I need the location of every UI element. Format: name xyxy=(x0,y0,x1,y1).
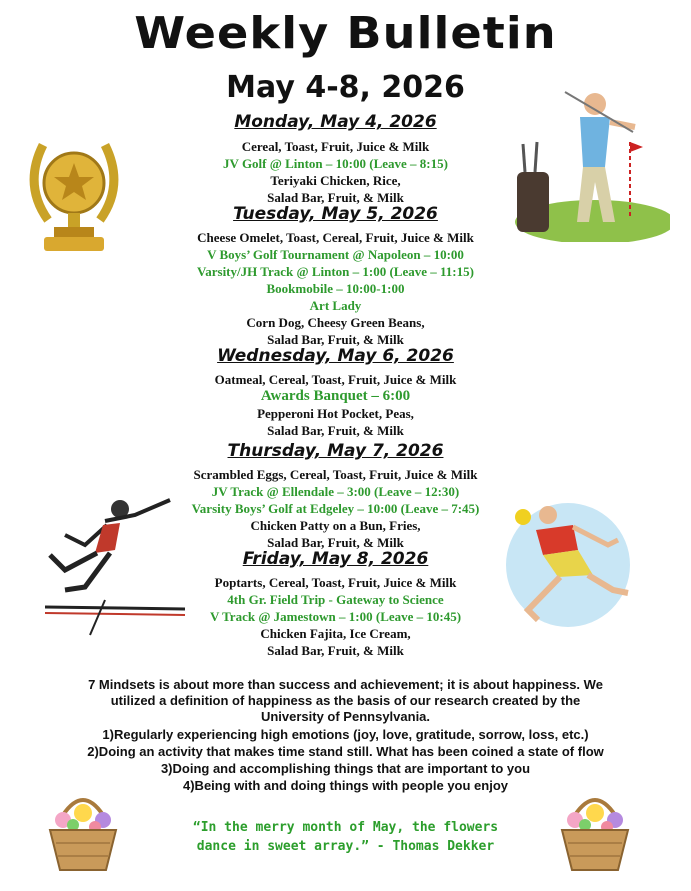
event-line: 4th Gr. Field Trip - Gateway to Science xyxy=(227,592,444,607)
event-line: Awards Banquet – 6:00 xyxy=(260,388,411,404)
event-line: Bookmobile – 10:00-1:00 xyxy=(266,281,405,296)
flower-basket-icon xyxy=(550,785,640,875)
flower-basket-icon xyxy=(38,785,128,875)
menu-line: Salad Bar, Fruit, & Milk xyxy=(267,643,404,658)
menu-line: Poptarts, Cereal, Toast, Fruit, Juice & Milk xyxy=(214,575,457,590)
menu-line: Salad Bar, Fruit, & Milk xyxy=(267,423,404,438)
golfer-icon xyxy=(505,82,670,242)
event-line: V Track @ Jamestown – 1:00 (Leave – 10:45) xyxy=(209,609,462,624)
menu-line: Teriyaki Chicken, Rice, xyxy=(270,173,401,188)
menu-line: Salad Bar, Fruit, & Milk xyxy=(267,190,404,205)
event-line: JV Golf @ Linton – 10:00 (Leave – 8:15) xyxy=(223,156,448,171)
trophy-icon xyxy=(18,135,130,265)
menu-line: Chicken Fajita, Ice Cream, xyxy=(260,626,411,641)
menu-line: Pepperoni Hot Pocket, Peas, xyxy=(257,406,414,421)
long-jumper-icon xyxy=(45,495,190,640)
event-line: Art Lady xyxy=(309,298,362,313)
menu-line: Salad Bar, Fruit, & Milk xyxy=(267,332,404,347)
mindsets-intro-2: utilized a definition of happiness as the basis of our research created by the xyxy=(110,693,581,708)
mindsets-intro-1: 7 Mindsets is about more than success and achievement; it is about happiness. We xyxy=(88,677,603,692)
mindset-item-2: 2)Doing an activity that makes time stand still. What has been coined a state of flow xyxy=(87,744,604,759)
day-header: Thursday, May 7, 2026 xyxy=(227,441,444,461)
menu-line: Scrambled Eggs, Cereal, Toast, Fruit, Juice & Milk xyxy=(193,467,478,482)
menu-line: Oatmeal, Cereal, Toast, Fruit, Juice & Milk xyxy=(214,372,457,387)
mindset-item-4: 4)Being with and doing things with people you enjoy xyxy=(183,778,508,793)
menu-line: Cereal, Toast, Fruit, Juice & Milk xyxy=(241,139,430,154)
bulletin-title: Weekly Bulletin xyxy=(134,8,557,59)
event-line: Varsity/JH Track @ Linton – 1:00 (Leave – 11:15) xyxy=(197,264,474,279)
day-header: Monday, May 4, 2026 xyxy=(234,112,437,132)
mindset-item-1: 1)Regularly experiencing high emotions (joy, love, gratitude, sorrow, loss, etc.) xyxy=(102,727,589,742)
day-header: Tuesday, May 5, 2026 xyxy=(233,204,438,224)
quote-line-2: dance in sweet array.” - Thomas Dekker xyxy=(196,839,495,854)
menu-line: Chicken Patty on a Bun, Fries, xyxy=(250,518,421,533)
menu-line: Corn Dog, Cheesy Green Beans, xyxy=(246,315,425,330)
menu-line: Salad Bar, Fruit, & Milk xyxy=(267,535,404,550)
event-line: V Boys’ Golf Tournament @ Napoleon – 10:00 xyxy=(207,247,464,262)
event-line: JV Track @ Ellendale – 3:00 (Leave – 12:30) xyxy=(211,484,460,499)
day-header: Wednesday, May 6, 2026 xyxy=(217,346,454,366)
event-line: Varsity Boys’ Golf at Edgeley – 10:00 (Leave – 7:45) xyxy=(191,501,480,516)
mindsets-intro-3: University of Pennsylvania. xyxy=(260,709,431,724)
mindset-item-3: 3)Doing and accomplishing things that are important to you xyxy=(160,761,531,776)
menu-line: Cheese Omelet, Toast, Cereal, Fruit, Juice & Milk xyxy=(197,230,474,245)
day-header: Friday, May 8, 2026 xyxy=(242,549,429,569)
bulletin-dates: May 4-8, 2026 xyxy=(226,70,465,105)
discus-thrower-icon xyxy=(498,495,643,635)
quote-line-1: “In the merry month of May, the flowers xyxy=(192,820,499,835)
